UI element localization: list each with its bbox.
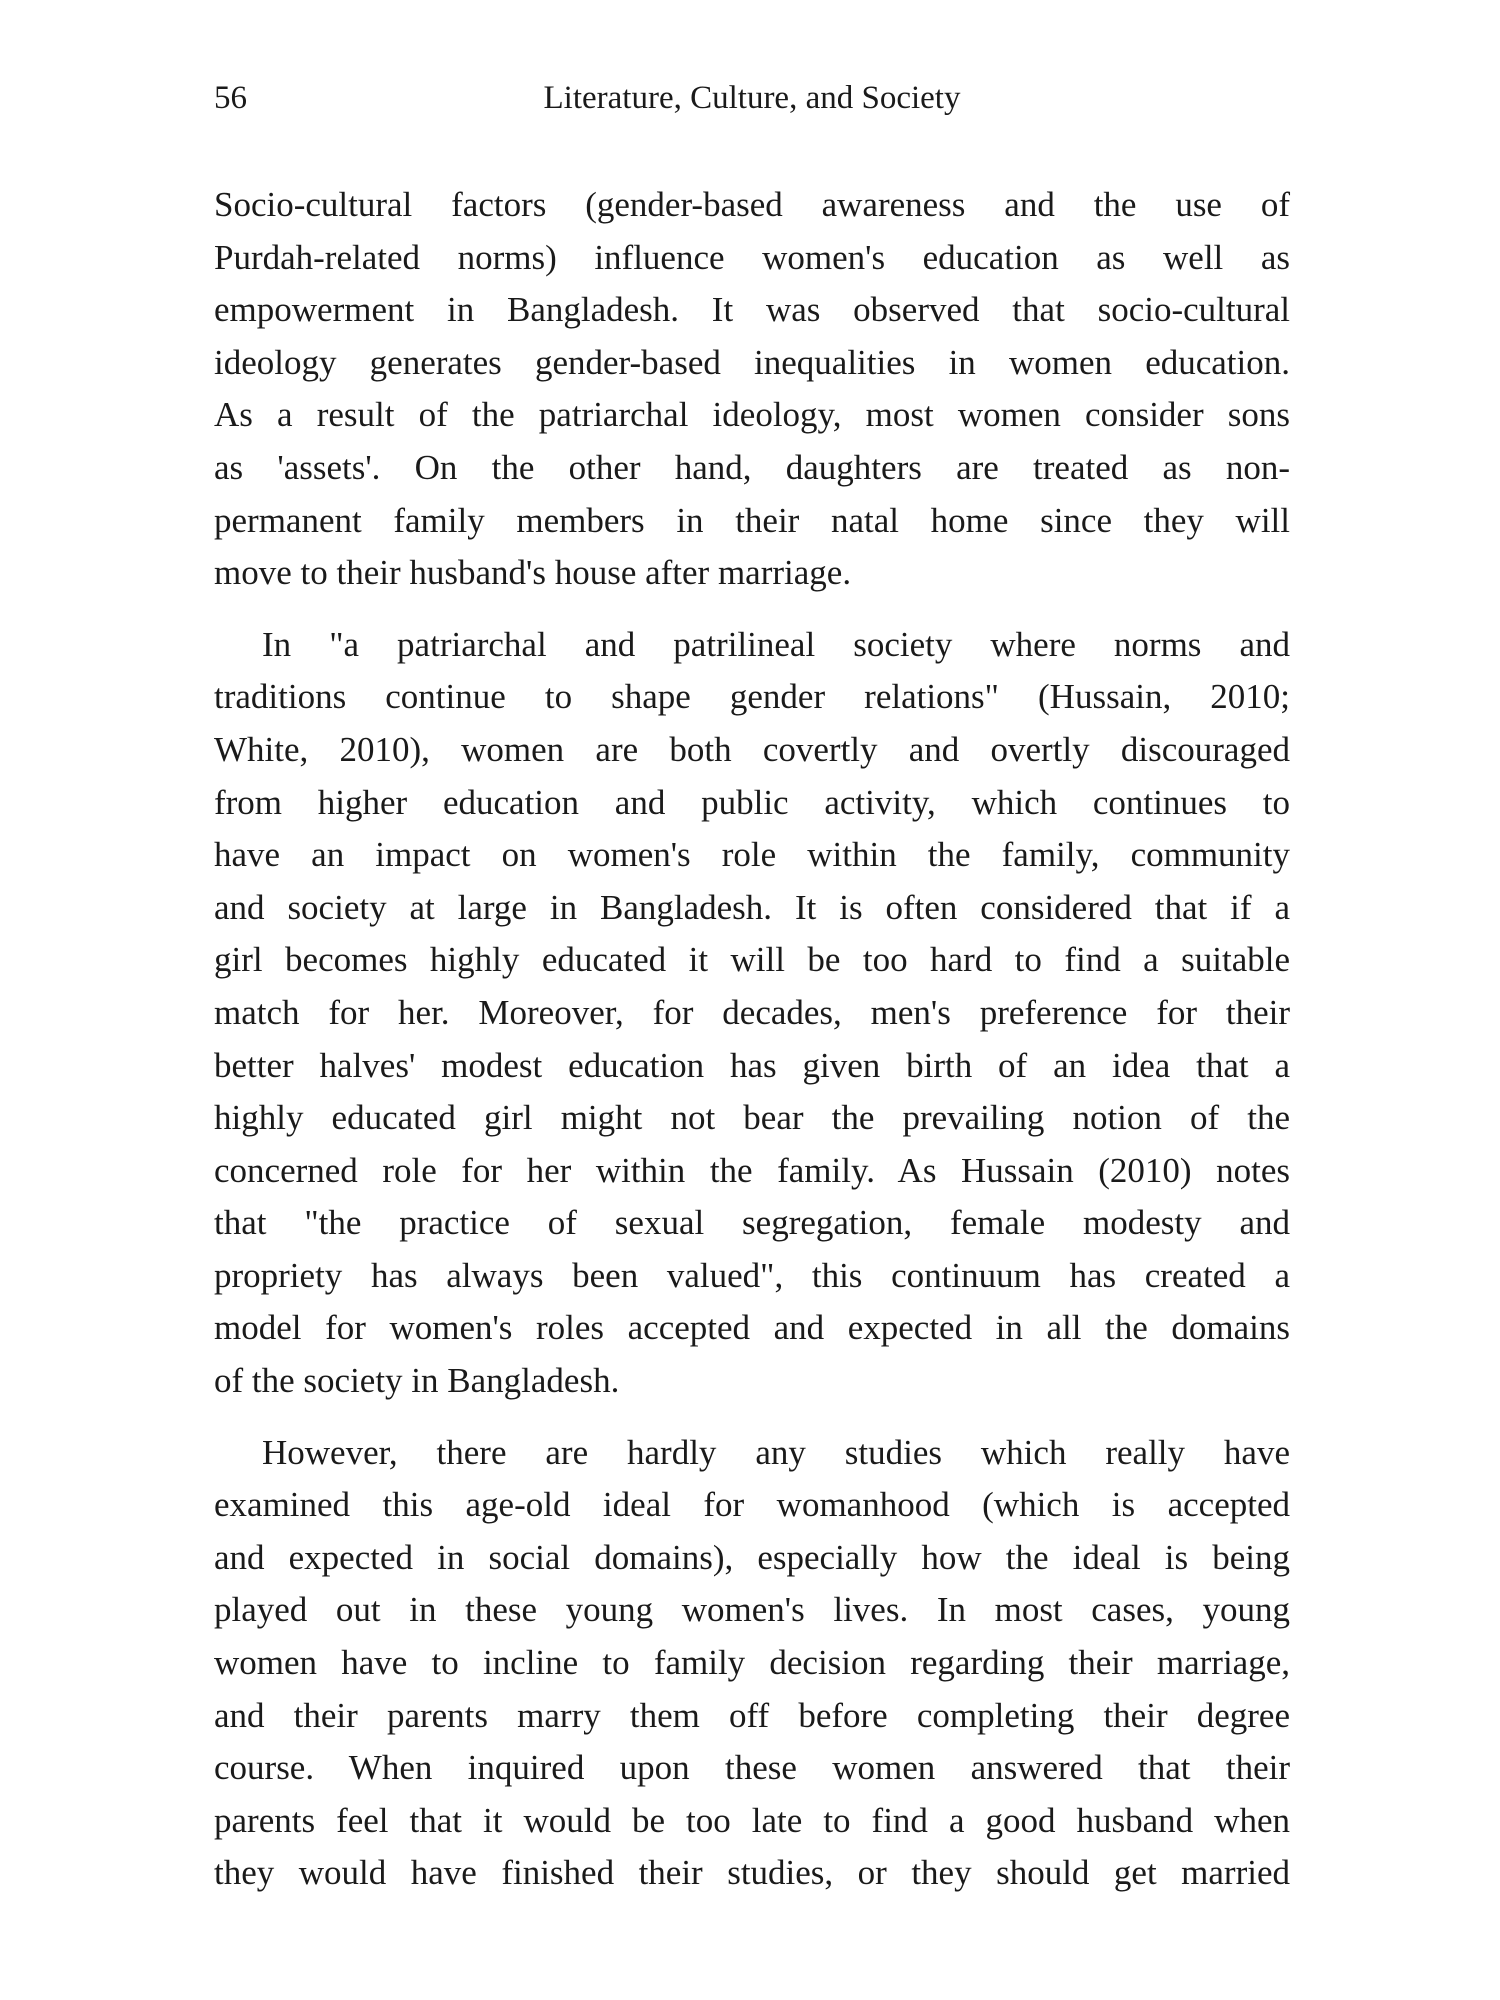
text-line: as 'assets'. On the other hand, daughters are treated as non-: [214, 447, 1290, 487]
text-line: they would have finished their studies, or they should get married: [214, 1853, 1290, 1893]
text-line: Purdah-related norms) influence women's education as well as: [214, 237, 1290, 277]
text-line: and their parents marry them off before completing their degree: [214, 1695, 1290, 1735]
page-header: [214, 80, 1290, 124]
text-line: girl becomes highly educated it will be too hard to find a suitable: [214, 940, 1290, 980]
text-line: that "the practice of sexual segregation, female modesty and: [214, 1203, 1290, 1243]
text-line: concerned role for her within the family. As Hussain (2010) notes: [214, 1150, 1290, 1190]
text-line: highly educated girl might not bear the prevailing notion of the: [214, 1098, 1290, 1138]
text-line: from higher education and public activity, which continues to: [214, 782, 1290, 822]
text-line: propriety has always been valued", this continuum has created a: [214, 1255, 1290, 1295]
text-line: Socio-cultural factors (gender-based awareness and the use of: [214, 185, 1290, 224]
text-line: permanent family members in their natal home since they will: [214, 500, 1290, 540]
text-line: move to their husband's house after marriage.: [214, 553, 852, 593]
text-line: model for women's roles accepted and expected in all the domains: [214, 1308, 1290, 1348]
text-line: traditions continue to shape gender relations" (Hussain, 2010;: [214, 677, 1290, 717]
text-line: examined this age-old ideal for womanhood (which is accepted: [214, 1485, 1290, 1525]
text-line: parents feel that it would be too late to find a good husband when: [214, 1800, 1290, 1840]
text-line: However, there are hardly any studies which really have: [262, 1432, 1290, 1472]
running-title: Literature, Culture, and Society: [543, 80, 961, 116]
text-line: White, 2010), women are both covertly and overtly discouraged: [214, 729, 1290, 769]
text-line: match for her. Moreover, for decades, men's preference for their: [214, 992, 1290, 1032]
text-line: empowerment in Bangladesh. It was observed that socio-cultural: [214, 290, 1290, 330]
text-line: have an impact on women's role within the family, community: [214, 835, 1290, 875]
page-number: 56: [214, 80, 247, 116]
body-text: [214, 179, 1290, 1919]
paragraph: [214, 1427, 1290, 1900]
text-line: played out in these young women's lives. In most cases, young: [214, 1590, 1290, 1630]
text-line: better halves' modest education has given birth of an idea that a: [214, 1045, 1290, 1085]
text-line: and society at large in Bangladesh. It is often considered that if a: [214, 887, 1290, 927]
text-line: women have to incline to family decision regarding their marriage,: [214, 1643, 1290, 1683]
text-line: ideology generates gender-based inequalities in women education.: [214, 342, 1290, 382]
text-line: of the society in Bangladesh.: [214, 1361, 620, 1401]
text-line: In "a patriarchal and patrilineal society where norms and: [262, 624, 1290, 664]
paragraph: [214, 619, 1290, 1408]
text-line: As a result of the patriarchal ideology, most women consider sons: [214, 395, 1290, 435]
text-line: course. When inquired upon these women answered that their: [214, 1748, 1290, 1788]
paragraph: [214, 179, 1290, 600]
text-line: and expected in social domains), especially how the ideal is being: [214, 1537, 1290, 1577]
